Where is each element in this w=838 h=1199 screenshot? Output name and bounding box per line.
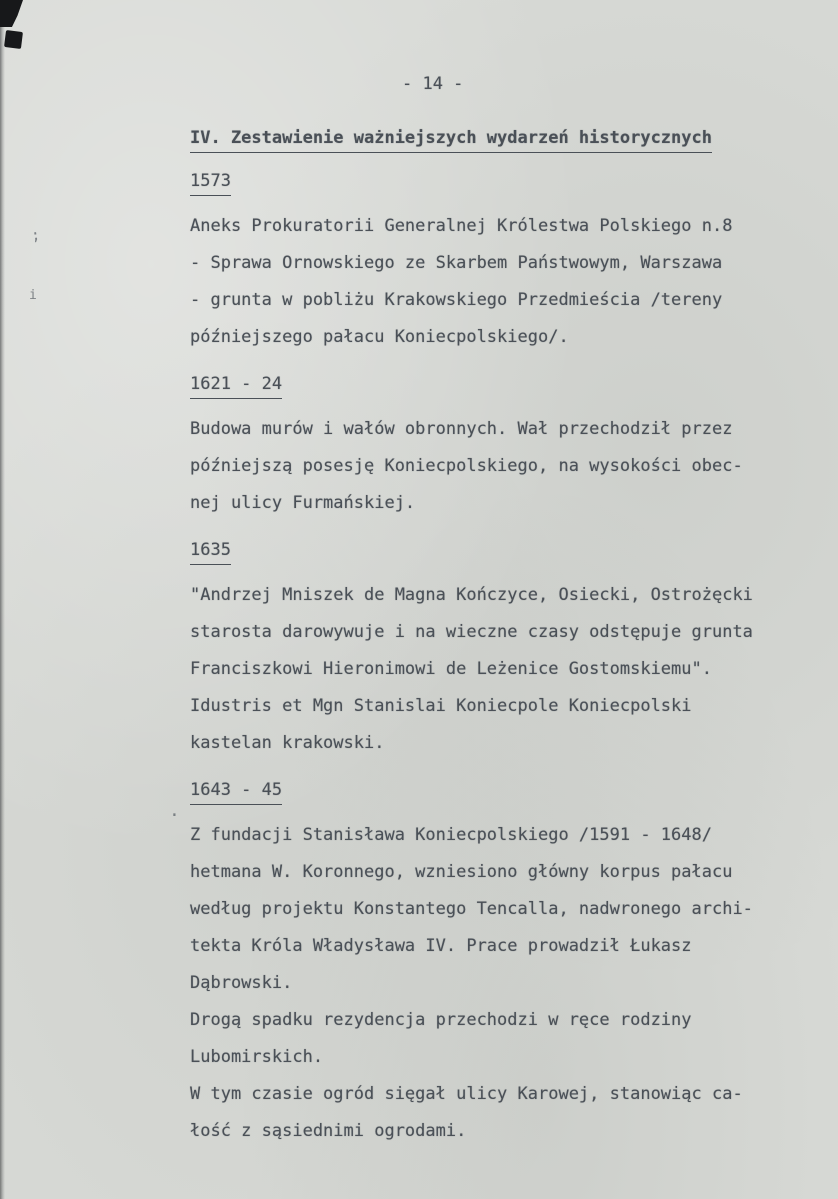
text-line: Idustris et Mgn Stanislai Koniecpole Koniecpolski [190,696,692,716]
section-year: 1573 [190,169,231,196]
text-line: późniejszą posesję Koniecpolskiego, na wysokości obec- [190,456,743,476]
text-line: W tym czasie ogród sięgał ulicy Karowej, stanowiąc ca- [190,1084,743,1104]
text-line: "Andrzej Mniszek de Magna Kończyce, Osiecki, Ostrożęcki [190,585,753,605]
text-line: starosta darowywuje i na wieczne czasy odstępuje grunta [190,622,753,642]
section-lines [190,208,756,356]
history-section [190,169,756,356]
text-line: według projektu Konstantego Tencalla, nadwronego archi- [190,899,753,919]
text-line: kastelan krakowski. [190,733,385,753]
text-line: Budowa murów i wałów obronnych. Wał przechodził przez [190,419,733,439]
scan-artifact-square [4,30,23,49]
scan-edge-left [0,0,5,1199]
page-number: - 14 - [402,74,464,94]
text-line: - grunta w pobliżu Krakowskiego Przedmieścia /tereny [190,290,723,310]
section-lines [190,411,756,522]
text-line: Lubomirskich. [190,1047,324,1067]
text-line: Franciszkowi Hieronimowi de Leżenice Gostomskiemu". [190,659,712,679]
section-year: 1621 - 24 [190,372,282,399]
text-line: łość z sąsiednimi ogrodami. [190,1121,467,1141]
scan-artifact-corner [0,0,23,27]
sections-container [190,169,756,1150]
text-line: hetmana W. Koronnego, wzniesiono główny korpus pałacu [190,862,733,882]
history-section [190,372,756,522]
page-title: IV. Zestawienie ważniejszych wydarzeń historycznych [190,126,712,153]
section-lines [190,817,756,1150]
document-content [190,72,756,1150]
margin-mark-upper: ; [29,225,42,245]
text-line: późniejszego pałacu Koniecpolskiego/. [190,327,569,347]
text-line: - Sprawa Ornowskiego ze Skarbem Państwowym, Warszawa [190,253,723,273]
section-year: 1635 [190,538,231,565]
margin-mark-lower: i [29,288,37,303]
text-line: Dąbrowski. [190,973,293,993]
section-lines [190,577,756,762]
history-section [190,778,756,1150]
margin-mark-bullet: . [169,800,180,821]
history-section [190,538,756,762]
text-line: Aneks Prokuratorii Generalnej Królestwa Polskiego n.8 [190,216,733,236]
text-line: Z fundacji Stanisława Koniecpolskiego /1591 - 1648/ [190,825,712,845]
section-year: 1643 - 45 [190,778,282,805]
text-line: nej ulicy Furmańskiej. [190,493,416,513]
text-line: tekta Króla Władysława IV. Prace prowadził Łukasz [190,936,692,956]
text-line: Drogą spadku rezydencja przechodzi w ręce rodziny [190,1010,692,1030]
